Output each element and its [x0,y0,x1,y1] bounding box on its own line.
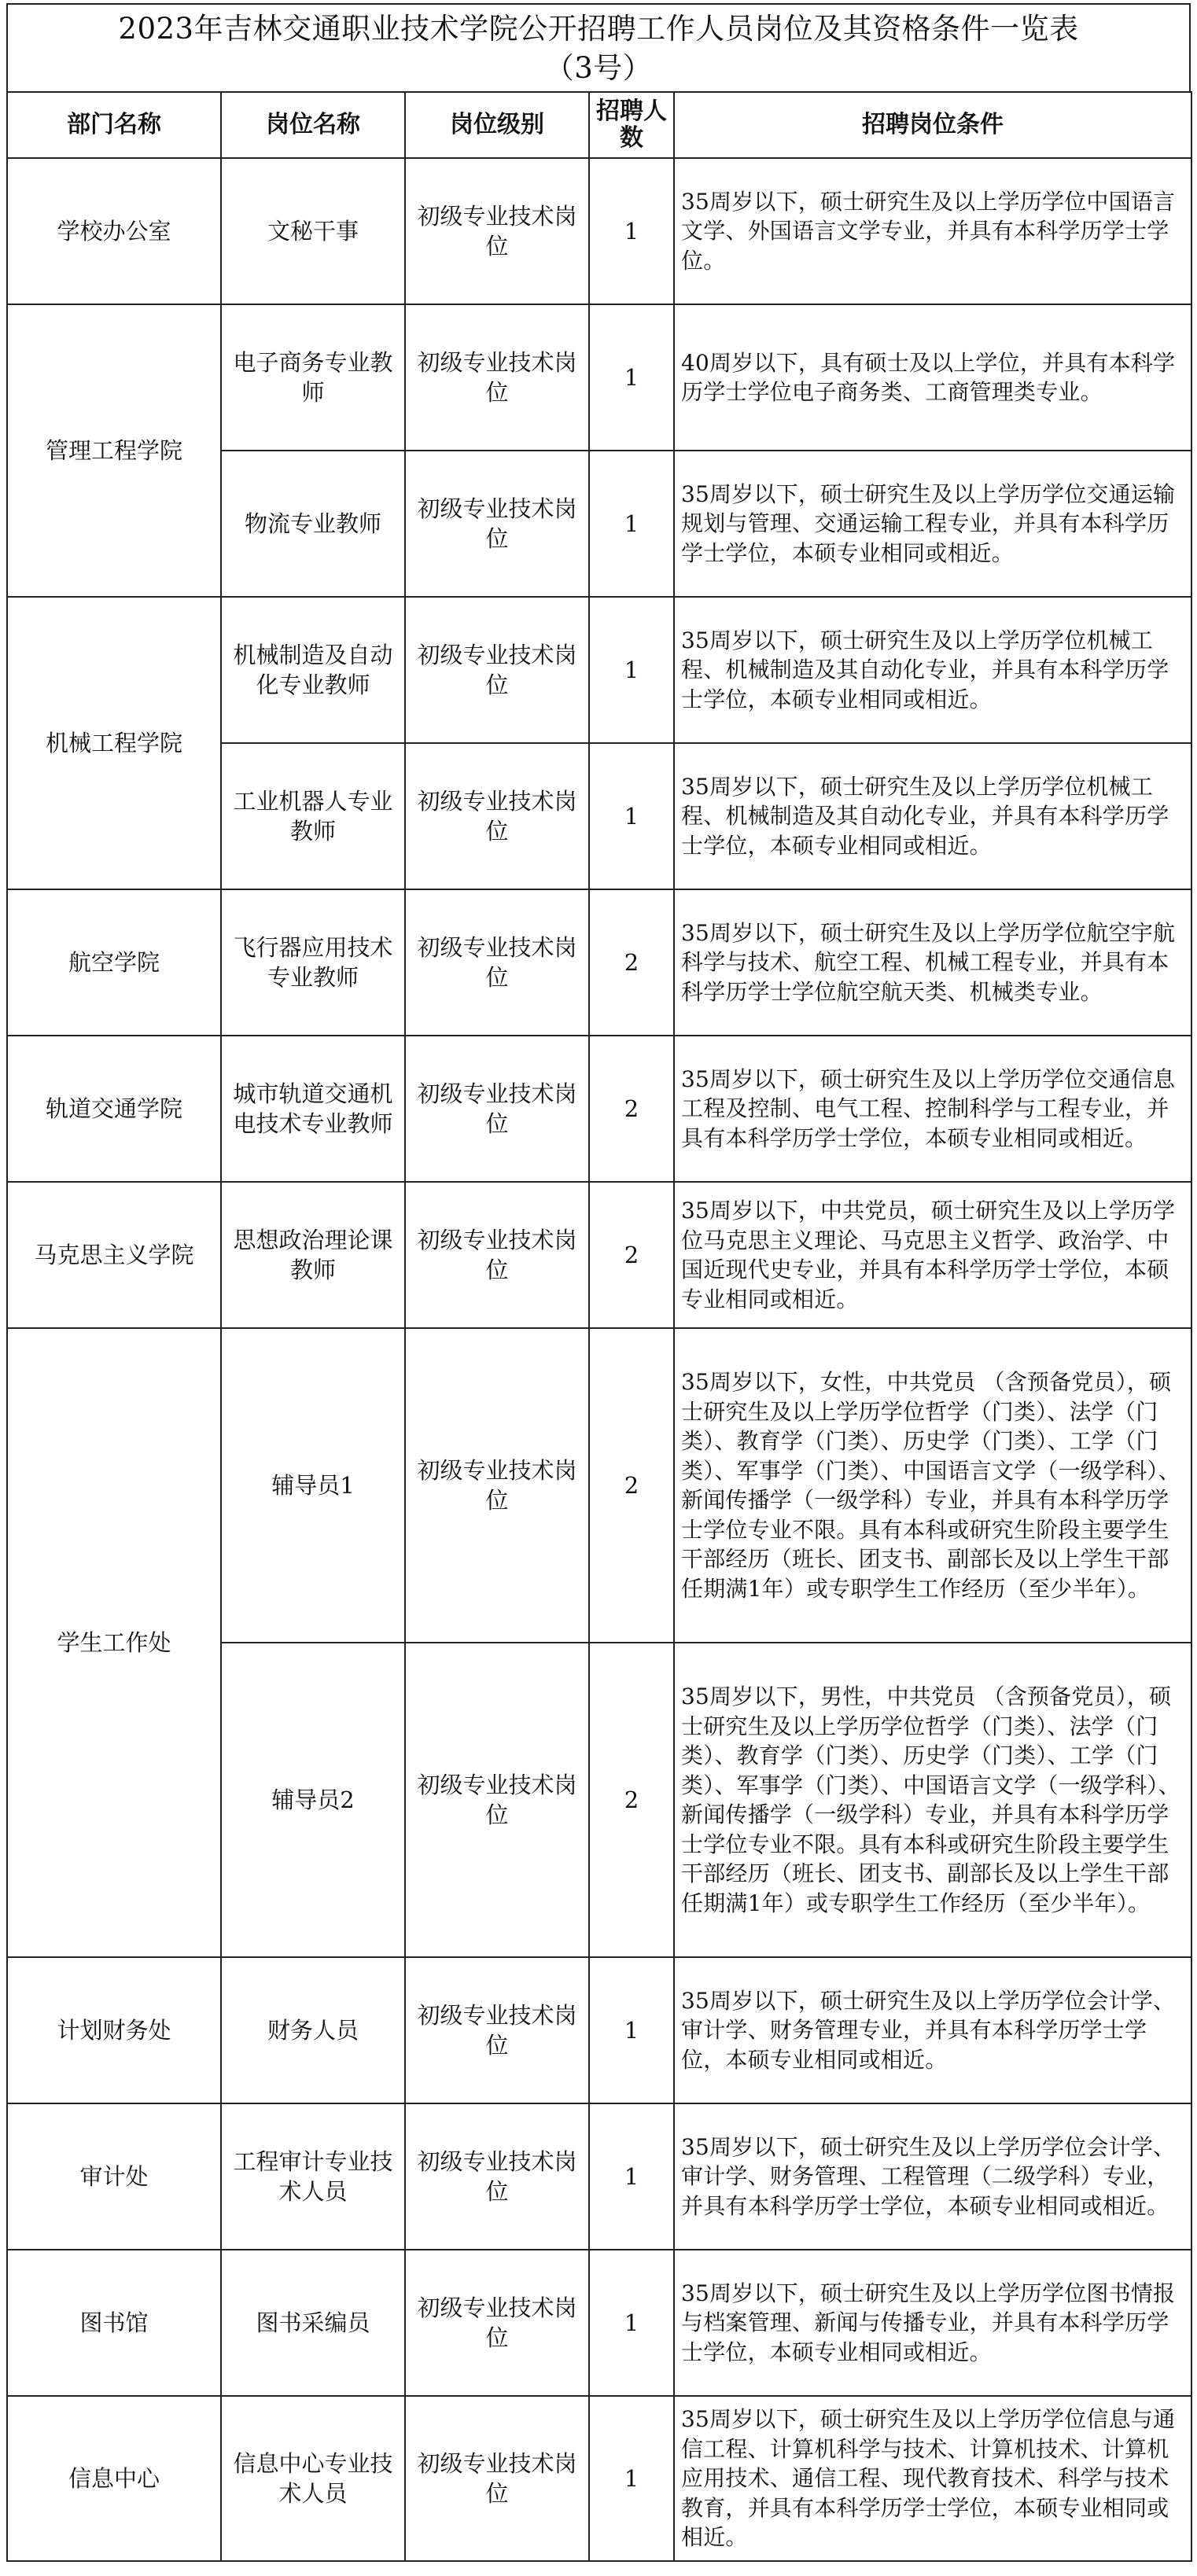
requirements-cell: 35周岁以下，中共党员，硕士研究生及以上学历学位马克思主义理论、马克思主义哲学、政治学、中国近现代史专业，并具有本科学历学士学位，本硕专业相同或相近。 [674,1182,1191,1328]
post-cell: 机械制造及自动化专业教师 [221,597,405,743]
count-cell: 1 [589,2396,674,2561]
table-row [7,889,1191,1036]
header-count: 招聘人数 [589,92,674,158]
header-requirements: 招聘岗位条件 [674,92,1191,158]
count-cell: 1 [589,158,674,304]
header-dept: 部门名称 [7,92,221,158]
count-cell: 2 [589,889,674,1036]
level-cell: 初级专业技术岗位 [405,1036,589,1182]
dept-cell: 计划财务处 [7,1957,221,2103]
level-cell: 初级专业技术岗位 [405,1643,589,1957]
level-cell: 初级专业技术岗位 [405,2250,589,2396]
level-cell: 初级专业技术岗位 [405,1957,589,2103]
requirements-cell: 35周岁以下，硕士研究生及以上学历学位交通信息工程及控制、电气工程、控制科学与工程专业，并具有本科学历学士学位，本硕专业相同或相近。 [674,1036,1191,1182]
dept-cell: 机械工程学院 [7,597,221,889]
count-cell: 1 [589,451,674,597]
table-row [7,1328,1191,1643]
dept-cell: 图书馆 [7,2250,221,2396]
dept-cell: 信息中心 [7,2396,221,2561]
table-row [7,2396,1191,2561]
requirements-cell: 35周岁以下，硕士研究生及以上学历学位图书情报与档案管理、新闻与传播专业，并具有本科学历学士学位，本硕专业相同或相近。 [674,2250,1191,2396]
requirements-cell: 35周岁以下，硕士研究生及以上学历学位交通运输规划与管理、交通运输工程专业，并具有本科学历学士学位，本硕专业相同或相近。 [674,451,1191,597]
header-post: 岗位名称 [221,92,405,158]
post-cell: 文秘干事 [221,158,405,304]
document-title [6,3,1191,91]
requirements-cell: 35周岁以下，女性，中共党员 （含预备党员），硕士研究生及以上学历学位哲学（门类）、法学（门类）、教育学（门类）、历史学（门类）、工学（门类）、军事学（门类）、中国语言文学（一级学科）、新闻传播学（一级学科）专业，并具有本科学历学士学位专业不限。具有本科或研究生阶段主要学生干部经历（班长、团支书、副部长及以上学生干部任期满1年）或专职学生工作经历（至少半年）。 [674,1328,1191,1643]
level-cell: 初级专业技术岗位 [405,1328,589,1643]
count-cell: 1 [589,597,674,743]
count-cell: 1 [589,2103,674,2250]
level-cell: 初级专业技术岗位 [405,304,589,451]
title-line-2: （3号） [544,51,653,85]
count-cell: 2 [589,1182,674,1328]
table-row [7,1182,1191,1328]
post-cell: 工程审计专业技术人员 [221,2103,405,2250]
dept-cell: 管理工程学院 [7,304,221,597]
level-cell: 初级专业技术岗位 [405,2103,589,2250]
table-row [7,1957,1191,2103]
post-cell: 物流专业教师 [221,451,405,597]
level-cell: 初级专业技术岗位 [405,451,589,597]
table-row [7,158,1191,304]
level-cell: 初级专业技术岗位 [405,743,589,889]
requirements-cell: 35周岁以下，硕士研究生及以上学历学位会计学、审计学、财务管理、工程管理（二级学科）专业，并具有本科学历学士学位，本硕专业相同或相近。 [674,2103,1191,2250]
count-cell: 1 [589,2250,674,2396]
post-cell: 电子商务专业教师 [221,304,405,451]
level-cell: 初级专业技术岗位 [405,158,589,304]
requirements-cell: 35周岁以下，硕士研究生及以上学历学位机械工程、机械制造及其自动化专业，并具有本科学历学士学位，本硕专业相同或相近。 [674,597,1191,743]
post-cell: 思想政治理论课教师 [221,1182,405,1328]
level-cell: 初级专业技术岗位 [405,1182,589,1328]
table-row [7,304,1191,451]
post-cell: 信息中心专业技术人员 [221,2396,405,2561]
header-level: 岗位级别 [405,92,589,158]
table-row [7,2250,1191,2396]
dept-cell: 学校办公室 [7,158,221,304]
table-header-row [7,92,1191,158]
requirements-cell: 35周岁以下，硕士研究生及以上学历学位信息与通信工程、计算机科学与技术、计算机技术、计算机应用技术、通信工程、现代教育技术、科学与技术教育，并具有本科学历学士学位，本硕专业相同或相近。 [674,2396,1191,2561]
post-cell: 辅导员1 [221,1328,405,1643]
table-row [7,597,1191,743]
dept-cell: 学生工作处 [7,1328,221,1957]
post-cell: 财务人员 [221,1957,405,2103]
count-cell: 1 [589,304,674,451]
requirements-cell: 35周岁以下，硕士研究生及以上学历学位中国语言文学、外国语言文学专业，并具有本科学历学士学位。 [674,158,1191,304]
level-cell: 初级专业技术岗位 [405,597,589,743]
post-cell: 工业机器人专业教师 [221,743,405,889]
count-cell: 2 [589,1036,674,1182]
dept-cell: 轨道交通学院 [7,1036,221,1182]
table-row [7,2103,1191,2250]
requirements-cell: 35周岁以下，男性，中共党员 （含预备党员），硕士研究生及以上学历学位哲学（门类）、法学（门类）、教育学（门类）、历史学（门类）、工学（门类）、军事学（门类）、中国语言文学（一级学科）、新闻传播学（一级学科）专业，并具有本科学历学士学位专业不限。具有本科或研究生阶段主要学生干部经历（班长、团支书、副部长及以上学生干部任期满1年）或专职学生工作经历（至少半年）。 [674,1643,1191,1957]
level-cell: 初级专业技术岗位 [405,889,589,1036]
post-cell: 辅导员2 [221,1643,405,1957]
post-cell: 飞行器应用技术专业教师 [221,889,405,1036]
count-cell: 1 [589,1957,674,2103]
post-cell: 城市轨道交通机电技术专业教师 [221,1036,405,1182]
dept-cell: 审计处 [7,2103,221,2250]
count-cell: 1 [589,743,674,889]
title-line-1: 2023年吉林交通职业技术学院公开招聘工作人员岗位及其资格条件一览表 [118,12,1079,46]
requirements-cell: 35周岁以下，硕士研究生及以上学历学位机械工程、机械制造及其自动化专业，并具有本科学历学士学位，本硕专业相同或相近。 [674,743,1191,889]
requirements-cell: 35周岁以下，硕士研究生及以上学历学位会计学、审计学、财务管理专业，并具有本科学历学士学位，本硕专业相同或相近。 [674,1957,1191,2103]
post-cell: 图书采编员 [221,2250,405,2396]
count-cell: 2 [589,1643,674,1957]
count-cell: 2 [589,1328,674,1643]
table-row [7,1036,1191,1182]
dept-cell: 航空学院 [7,889,221,1036]
requirements-cell: 35周岁以下，硕士研究生及以上学历学位航空宇航科学与技术、航空工程、机械工程专业，并具有本科学历学士学位航空航天类、机械类专业。 [674,889,1191,1036]
dept-cell: 马克思主义学院 [7,1182,221,1328]
level-cell: 初级专业技术岗位 [405,2396,589,2561]
recruitment-table [6,91,1192,2562]
requirements-cell: 40周岁以下，具有硕士及以上学位，并具有本科学历学士学位电子商务类、工商管理类专业。 [674,304,1191,451]
